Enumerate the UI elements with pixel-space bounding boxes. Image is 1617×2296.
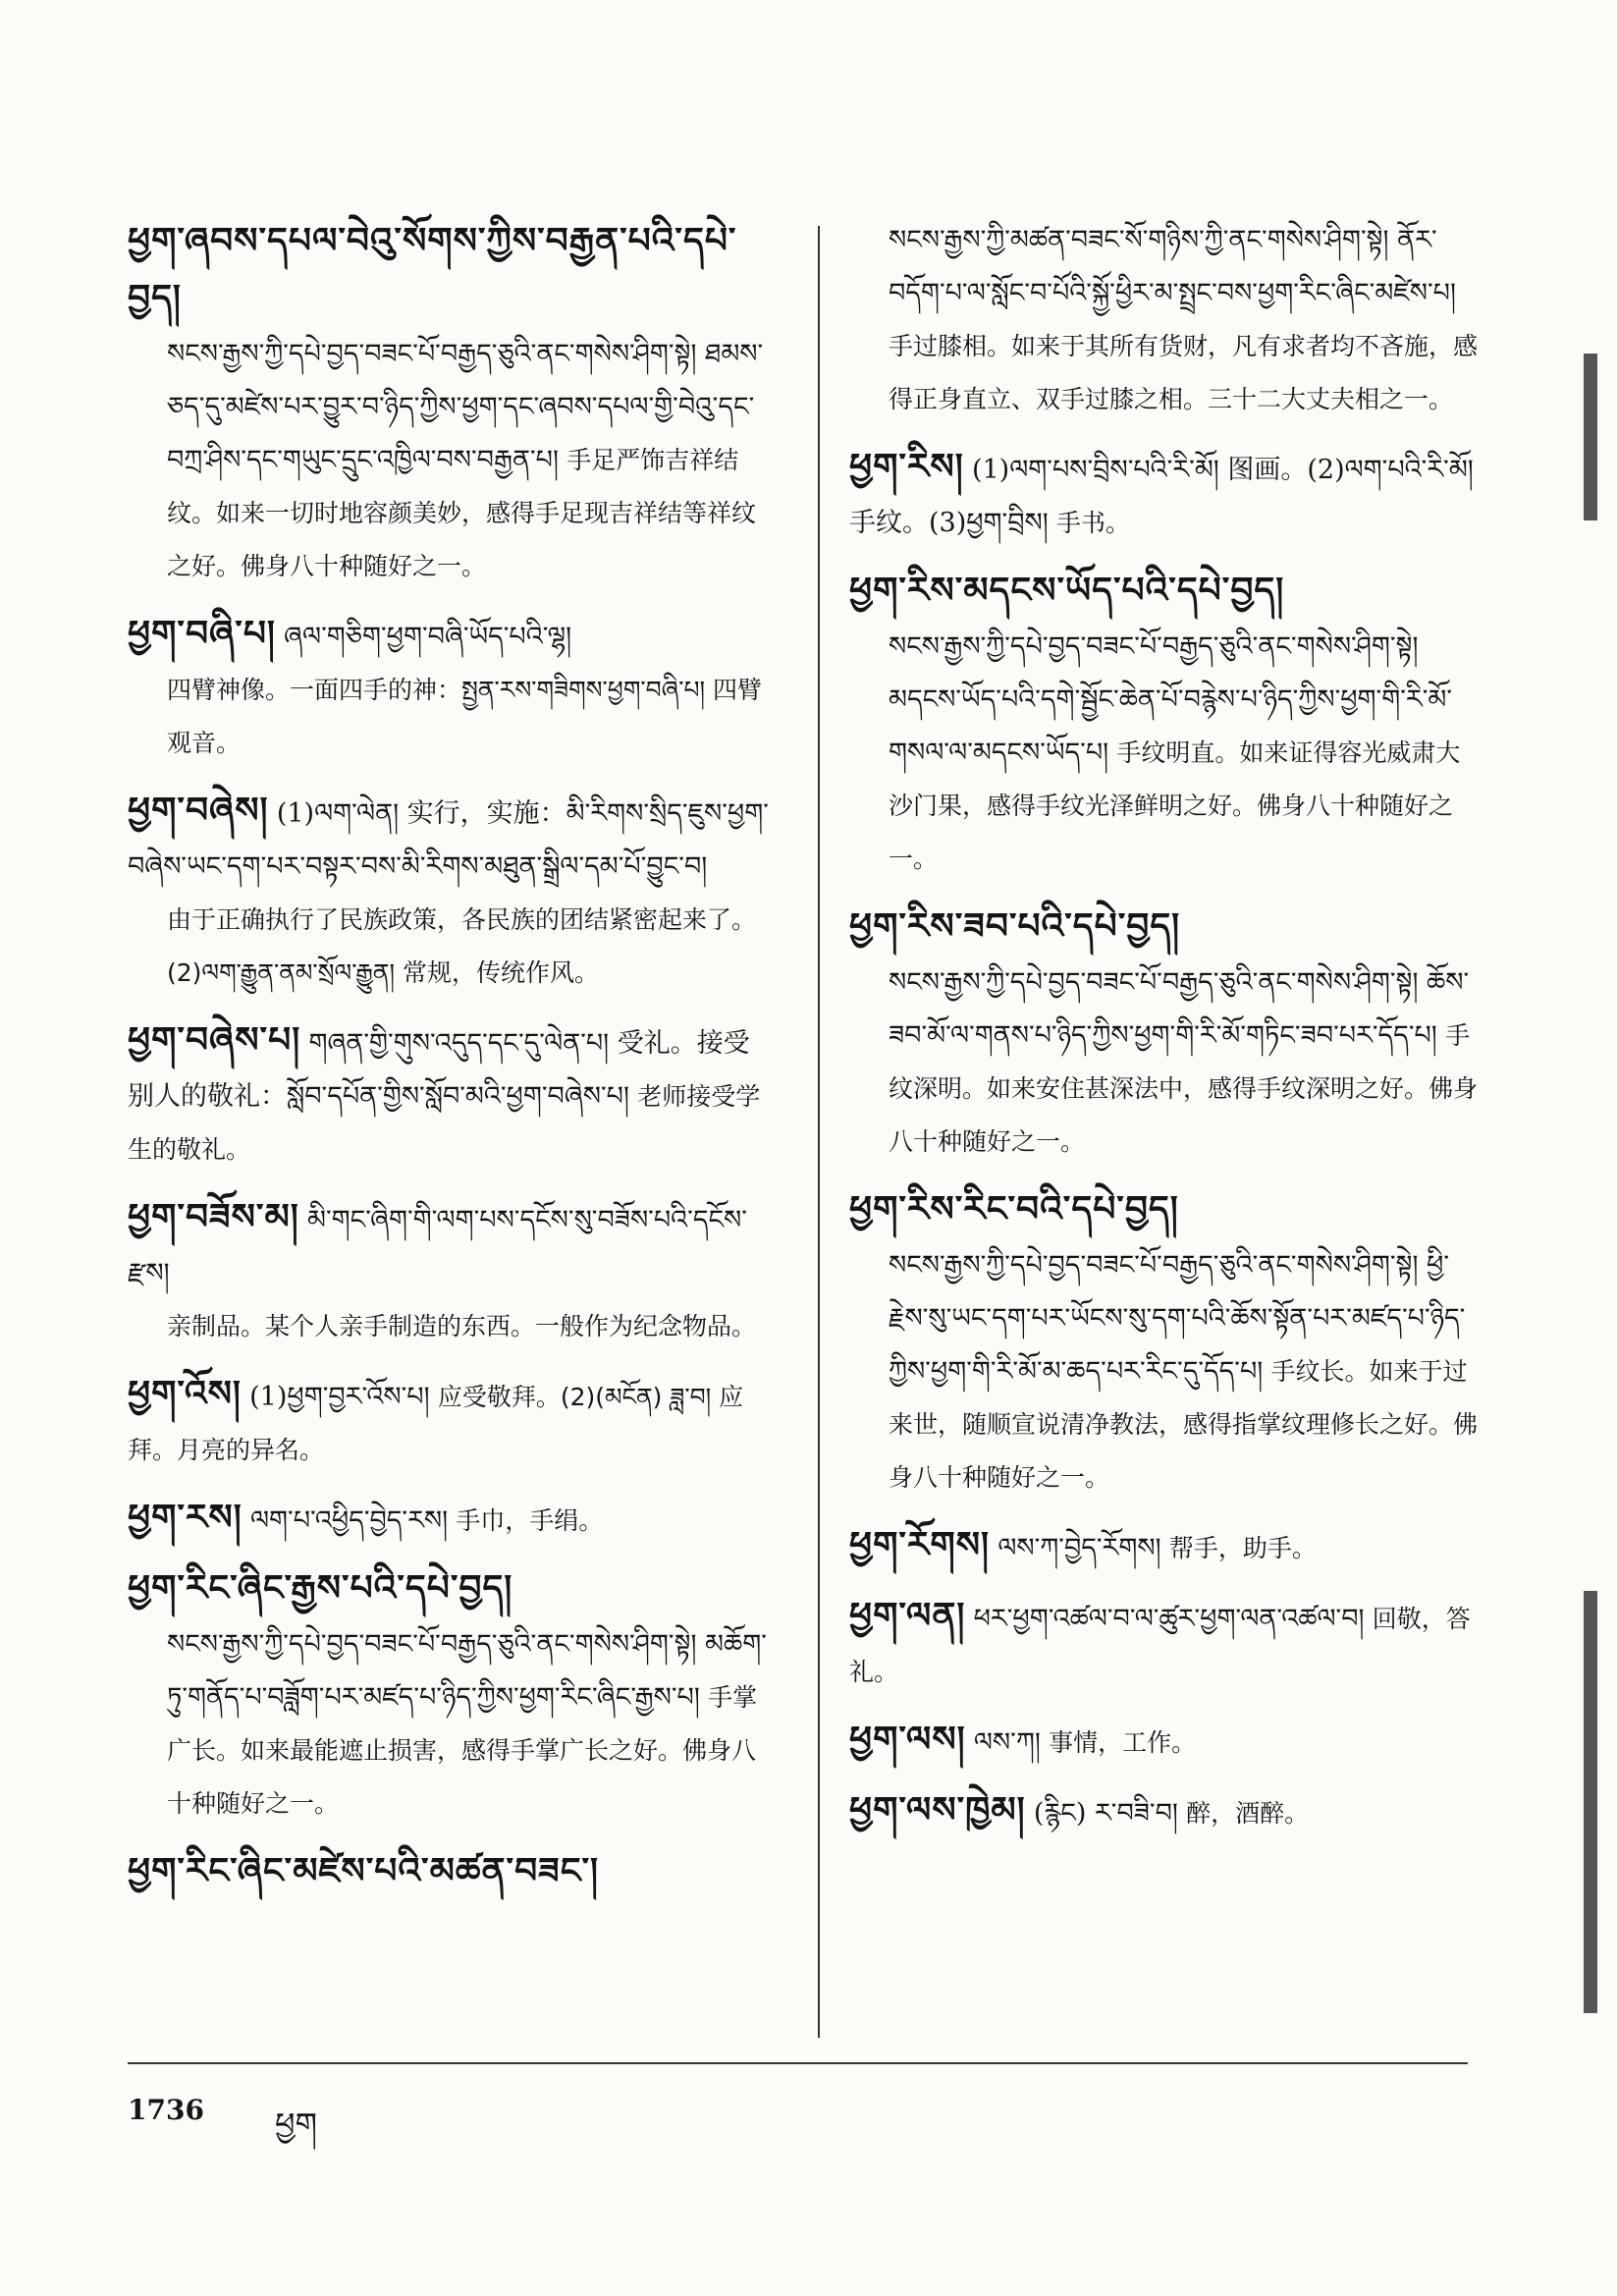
- entry: [849, 1182, 1478, 1504]
- scan-edge-mark: [1584, 354, 1597, 520]
- tibetan-definition: སངས་རྒྱས་ཀྱི་མཚན་བཟང་སོ་གཉིས་ཀྱི་ནང་གསེས་ཤིག་སྟེ། ནོར་བདོག་པ་ལ་སློང་བ་པོའི་སྐྱོ་ཕྱིར་མ་སྤྲང་བས་ཕྱག་རིང་ཞིང་མཛེས་པ།: [889, 225, 1456, 308]
- headword: ཕྱག་རིང་ཞིང་རྒྱས་པའི་དཔེ་བྱད།: [128, 1567, 513, 1609]
- entry: [849, 1518, 1478, 1575]
- headword: ཕྱག་ལས།: [849, 1719, 966, 1760]
- headword: ཕྱག་བཞི་པ།: [128, 613, 276, 654]
- entry: [849, 1783, 1478, 1840]
- tibetan-definition: སངས་རྒྱས་ཀྱི་དཔེ་བྱད་བཟང་པོ་བརྒྱད་ཅུའི་ནང་གསེས་ཤིག་སྟེ། མཆོག་ཏུ་གནོད་པ་བཟློག་པར་མཛད་པ་ཉིད་ཀྱིས་ཕྱག་རིང་ཞིང་རྒྱས་པ།: [167, 1629, 767, 1713]
- headword: ཕྱག་རས།: [128, 1497, 243, 1538]
- headword: ཕྱག་ཞབས་དཔལ་བེའུ་སོགས་ཀྱིས་བརྒྱན་པའི་དཔེ་བྱད།: [128, 220, 737, 318]
- headword: ཕྱག་བཞེས་པ།: [128, 1019, 301, 1061]
- chinese-definition: 应受敬拜。(2)(མངོན) ཟླ་བ། 应拜。月亮的异名。: [128, 1383, 744, 1464]
- entry-continued: [849, 214, 1478, 426]
- chinese-definition: 四臂神像。一面四手的神：སྤྱན་རས་གཟིགས་ཕྱག་བཞི་པ། 四臂观音。: [167, 676, 762, 757]
- headword: ཕྱག་རིས་རིང་བའི་དཔེ་བྱད།: [849, 1188, 1179, 1230]
- chinese-definition: 手过膝相。如来于其所有货财，凡有求者均不吝施，感得正身直立、双手过膝之相。三十二大丈夫相之一。: [889, 332, 1479, 413]
- chinese-definition: 回敬，答礼。: [849, 1605, 1471, 1686]
- tibetan-definition: སངས་རྒྱས་ཀྱི་དཔེ་བྱད་བཟང་པོ་བརྒྱད་ཅུའི་ནང་གསེས་ཤིག་སྟེ། ཐམས་ཅད་དུ་མཛེས་པར་བྱུར་བ་ཉིད་ཀྱིས་ཕྱག་དང་ཞབས་དཔལ་གྱི་བེའུ་དང་བཀྲ་ཤིས་དང་གཡུང་དྲུང་འཁྱིལ་བས་བརྒྱན་པ།: [167, 339, 764, 475]
- tibetan-definition: ལག་པ་འཕྱིད་བྱེད་རས།: [249, 1505, 449, 1536]
- tibetan-definition: སངས་རྒྱས་ཀྱི་དཔེ་བྱད་བཟང་པོ་བརྒྱད་ཅུའི་ནང་གསེས་ཤིག་སྟེ། ཆོས་ཟབ་མོ་ལ་གནས་པ་ཉིད་ཀྱིས་ཕྱག་གི་རི་མོ་གཏིང་ཟབ་པར་དོད་པ།: [889, 967, 1470, 1051]
- chinese-definition: 手足严饰吉祥结纹。如来一切时地容颜美妙，感得手足现吉祥结等祥纹之好。佛身八十种随好之一。: [167, 446, 757, 580]
- tibetan-definition: སངས་རྒྱས་ཀྱི་དཔེ་བྱད་བཟང་པོ་བརྒྱད་ཅུའི་ནང་གསེས་ཤིག་སྟེ། ཕྱི་རྗེས་སུ་ཡང་དག་པར་ཡོངས་སུ་དག་པའི་ཆོས་སྟོན་པར་མཛད་པ་ཉིད་ཀྱིས་ཕྱག་གི་རི་མོ་མ་ཆད་པར་རིང་དུ་དོད་པ།: [889, 1250, 1466, 1387]
- running-head: ཕྱག: [275, 2105, 318, 2143]
- chinese-definition: 手掌广长。如来最能遮止损害，感得手掌广长之好。佛身八十种随好之一。: [167, 1683, 758, 1818]
- tibetan-definition: (1)ལག་ལེན། 实行，实施：མི་རིགས་སྲིད་ཇུས་ཕྱག་བཞེས་ཡང་དག་པར་བསྟར་བས་མི་རིགས་མཐུན་སྒྲིལ་དམ་པོ་བྱུང་བ།: [128, 798, 769, 882]
- tibetan-definition: (1)ཕྱག་བྱར་འོས་པ།: [249, 1382, 430, 1412]
- entry: [128, 1844, 776, 1901]
- chinese-definition: 手纹长。如来于过来世，随顺宣说清净教法，感得指掌纹理修长之好。佛身八十种随好之一。: [889, 1357, 1479, 1492]
- page-number: 1736: [128, 2094, 204, 2126]
- tibetan-definition: (1)ལག་པས་བྲིས་པའི་རི་མོ། 图画。(2)ལག་པའི་རི་མོ། 手纹。(3)ཕྱག་བྲིས།: [849, 455, 1474, 538]
- chinese-definition: 手书。: [1056, 509, 1131, 537]
- chinese-definition: 事情，工作。: [1049, 1728, 1197, 1757]
- headword: ཕྱག་འོས།: [128, 1373, 242, 1414]
- chinese-definition: 帮手，助手。: [1168, 1534, 1317, 1562]
- entry: [128, 607, 776, 770]
- entry: [128, 784, 776, 1000]
- headword: ཕྱག་ལས་ཁྱེམ།: [849, 1789, 1026, 1831]
- chinese-definition: 手纹深明。如来安住甚深法中，感得手纹深明之好。佛身八十种随好之一。: [889, 1021, 1479, 1156]
- tibetan-definition: ཞལ་གཅིག་ཕྱག་བཞི་ཡོད་པའི་ལྷ།: [284, 622, 572, 652]
- tibetan-definition: (རྙིང) ར་བཟི་བ།: [1033, 1798, 1178, 1829]
- tibetan-definition: གཞན་གྱི་གུས་འདུད་དང་དུ་ལེན་པ། 受礼。接受别人的敬礼：སློབ་དཔོན་གྱིས་སློབ་མའི་ཕྱག་བཞེས་པ།: [128, 1028, 750, 1112]
- tibetan-definition: ཕར་ཕྱག་འཚལ་བ་ལ་ཚུར་ཕྱག་ལན་འཚལ་བ།: [973, 1604, 1365, 1634]
- chinese-definition: 手纹明直。如来证得容光威肃大沙门果，感得手纹光泽鲜明之好。佛身八十种随好之一。: [889, 738, 1461, 873]
- entry: [128, 1491, 776, 1548]
- column-divider: [818, 226, 820, 2038]
- headword: ཕྱག་རོགས།: [849, 1524, 991, 1565]
- chinese-definition: 亲制品。某个人亲手制造的东西。一般作为纪念物品。: [167, 1312, 757, 1340]
- headword: ཕྱག་རིང་ཞིང་མཛེས་པའི་མཚན་བཟང་།: [128, 1850, 600, 1891]
- headword: ཕྱག་བཟོས་མ།: [128, 1196, 299, 1237]
- tibetan-definition: ལས་ཀ་བྱེད་རོགས།: [997, 1533, 1161, 1563]
- tibetan-definition: མི་གང་ཞིག་གི་ལག་པས་དངོས་སུ་བཟོས་པའི་དངོས་རྫས།: [128, 1205, 747, 1288]
- footer-rule: [128, 2062, 1468, 2064]
- scan-edge-mark: [1584, 1591, 1597, 2013]
- entry: [128, 1013, 776, 1176]
- entry: [849, 900, 1478, 1169]
- entry: [849, 564, 1478, 886]
- headword: ཕྱག་ལན།: [849, 1595, 966, 1636]
- entry: [128, 1561, 776, 1831]
- chinese-definition: 由于正确执行了民族政策，各民族的团结紧密起来了。(2)ལག་རྒྱུན་ནམ་སྲོལ་རྒྱུན། 常规，传统作风。: [167, 905, 757, 987]
- chinese-definition: 老师接受学生的敬礼。: [128, 1082, 761, 1164]
- headword: ཕྱག་རིས།: [849, 446, 964, 487]
- entry: [849, 1589, 1478, 1699]
- headword: ཕྱག་བཞེས།: [128, 790, 269, 831]
- chinese-definition: 醉，酒醉。: [1186, 1799, 1310, 1828]
- entry: [128, 1190, 776, 1353]
- entry: [128, 214, 776, 593]
- headword: ཕྱག་རིས་ཟབ་པའི་དཔེ་བྱད།: [849, 905, 1181, 947]
- entry: [849, 1713, 1478, 1770]
- tibetan-definition: ལས་ཀ།: [973, 1727, 1041, 1758]
- tibetan-definition: སངས་རྒྱས་ཀྱི་དཔེ་བྱད་བཟང་པོ་བརྒྱད་ཅུའི་ནང་གསེས་ཤིག་སྟེ། མདངས་ཡོད་པའི་དགེ་སྦྱོང་ཆེན་པོ་བརྙེས་པ་ཉིད་ཀྱིས་ཕྱག་གི་རི་མོ་གསལ་ལ་མདངས་ཡོད་པ།: [889, 631, 1453, 768]
- entry: [849, 440, 1478, 550]
- right-column: [849, 214, 1478, 1854]
- entry: [128, 1367, 776, 1477]
- chinese-definition: 手巾，手绢。: [456, 1506, 604, 1535]
- left-column: [128, 214, 776, 1915]
- headword: ཕྱག་རིས་མདངས་ཡོད་པའི་དཔེ་བྱད།: [849, 570, 1285, 611]
